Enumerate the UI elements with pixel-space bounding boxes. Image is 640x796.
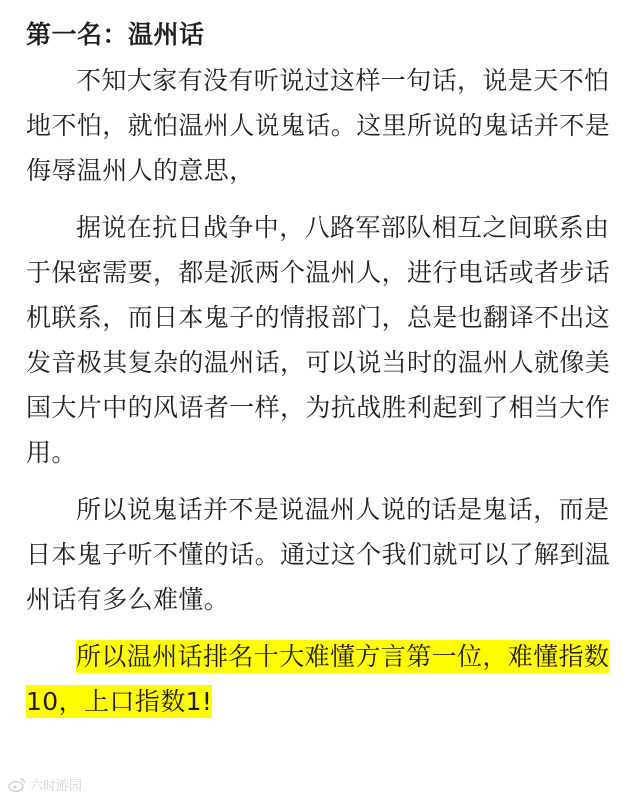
weibo-logo-icon	[8, 777, 26, 792]
paragraph-3: 所以说鬼话并不是说温州人说的话是鬼话，而是日本鬼子听不懂的话。通过这个我们就可以了解到温州话有多么难懂。	[26, 495, 611, 614]
article-title: 第一名：温州话	[26, 20, 205, 49]
paragraph-2: 据说在抗日战争中，八路军部队相互之间联系由于保密需要，都是派两个温州人，进行电话或者步话机联系，而日本鬼子的情报部门，总是也翻译不出这发音极其复杂的温州话，可以说当时的温州人就像美国大片中的风语者一样，为抗战胜利起到了相当大作用。	[26, 213, 611, 467]
paragraph-1: 不知大家有没有听说过这样一句话，说是天不怕地不怕，就怕温州人说鬼话。这里所说的鬼话并不是侮辱温州人的意思，	[26, 66, 611, 185]
highlighted-paragraph	[26, 634, 616, 724]
highlighted-text: 所以温州话排名十大难懂方言第一位，难懂指数10，上口指数1!	[26, 642, 610, 716]
watermark	[8, 775, 82, 794]
watermark-text: 六时游园	[30, 779, 83, 794]
article	[26, 18, 616, 736]
